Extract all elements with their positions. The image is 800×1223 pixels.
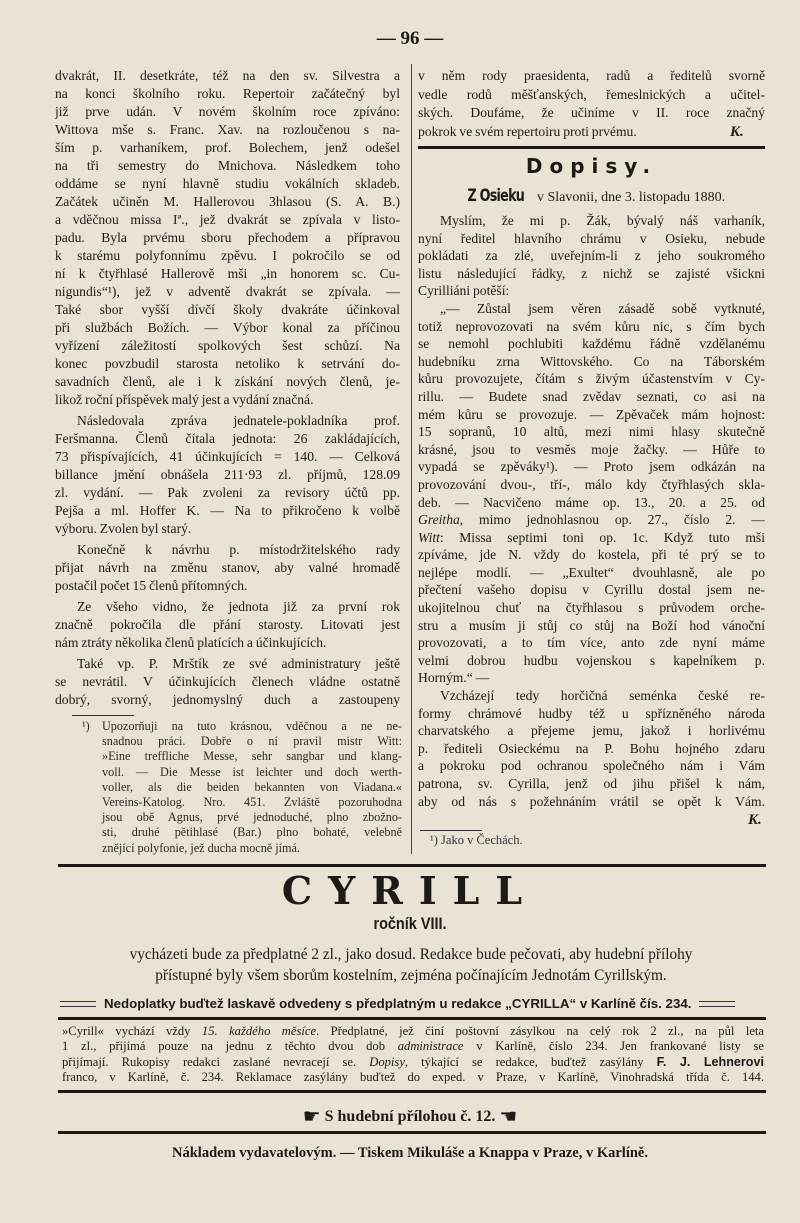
text-line: nyní ředitel hlavního chrámu v Osieku, nebude bbox=[418, 230, 765, 246]
paragraph bbox=[55, 67, 400, 409]
text-line: dobrý, svorný, jednomyslný duch a zastoupeny bbox=[55, 692, 400, 707]
text-line: konec povzbudil starosta netoliko k setrvání do- bbox=[55, 356, 400, 371]
text-line: savadních členů, ale i k získání nových členů, je- bbox=[55, 374, 400, 389]
page-rule bbox=[58, 1017, 766, 1020]
left-footnote bbox=[82, 719, 402, 856]
text-line: provozování dvou-, tří-, málo kdy čtyřhlasých skla- bbox=[418, 476, 765, 492]
text-line: aby od nás s požehnáním vrátil se opět k Vám. bbox=[418, 793, 765, 809]
text-line: postačil počet 15 členů přítomných. bbox=[55, 578, 248, 593]
text-line: se nevrátil. V účinkujících členech vládne ostatně bbox=[55, 674, 400, 689]
paragraph bbox=[418, 687, 765, 810]
footnote-line: Upozorňuji na tuto krásnou, vděčnou a ne ne- bbox=[102, 719, 402, 733]
text-line: Také sbor vyšší dívčí školy dvakráte účinkoval bbox=[55, 302, 400, 317]
text-line: nám ztráty několika členů platících a účinkujících. bbox=[55, 635, 327, 650]
text-line: billance jmění obnášela 211·93 zl. příjmů, 128.09 bbox=[55, 467, 400, 482]
text-line: výboru. Zvolen byl starý. bbox=[55, 521, 192, 536]
subscription-info bbox=[62, 1024, 764, 1086]
pointing-hand-left-icon: ☚ bbox=[499, 1104, 518, 1128]
text-line: Následovala zpráva jednatele-pokladníka prof. bbox=[77, 413, 400, 428]
text-line: 15 sopranů, 10 altů, mezi nimi hlasy skutečně bbox=[418, 424, 765, 440]
footnote-line: sti, druhé pětihlasé (Bar.) plno bohaté, velebně bbox=[102, 825, 402, 840]
text-segment: , týkající se redakce, buďtež zasýlány bbox=[404, 1054, 657, 1069]
text-line: provozovati, a to tím více, anto zde nyní máme bbox=[418, 635, 765, 651]
text-line: ším p. varhaníkem, prof. Bolechem, jenž odešel bbox=[55, 140, 400, 155]
dateline-rest: v Slavonii, dne 3. listopadu 1880. bbox=[533, 190, 726, 205]
text-line: Horným.“ — bbox=[418, 670, 490, 686]
text-line: a vděčnou missa Iª., jež dvakrát se zpívala v listo- bbox=[55, 212, 400, 227]
paragraph bbox=[55, 541, 400, 595]
text-line: dvakrát, II. desetkráte, též na den sv. Silvestra a bbox=[55, 68, 400, 83]
page-rule bbox=[58, 1131, 766, 1134]
text-line: pokrok ve svém repertoiru proti prvému. bbox=[418, 123, 637, 139]
text-line: rillu. — Budete snad zvědav seznati, co asi na bbox=[418, 388, 765, 404]
footnote-rule bbox=[72, 715, 134, 716]
text-line: a pokroku pod ochranou společného nám i Vám bbox=[418, 758, 765, 774]
text-line: listu následující řádky, z nichž se zajisté všickni bbox=[418, 265, 765, 281]
paragraph bbox=[418, 212, 765, 300]
italic-text: administrace bbox=[397, 1039, 464, 1054]
text-line: Cyrilliáni potěší: bbox=[418, 283, 510, 299]
text-line: likož roční příspěvek malý jest a vydání značná. bbox=[55, 392, 314, 407]
announcement-line: vycházeti bude za předplatné 2 zl., jako dosud. Redakce bude pečovati, aby hudební přílohy bbox=[129, 946, 693, 963]
footnote-line: snadnou práci. Dobře o ní pravil mistr Witt: bbox=[102, 734, 402, 749]
author-signature: K. bbox=[730, 124, 744, 140]
footnote-marker: ¹) bbox=[82, 719, 90, 733]
footnote-line: voll. — Die Messe ist leichter und doch werth- bbox=[102, 764, 402, 779]
arrears-text: Nedoplatky buďtež laskavě odvedeny s předplatným u redakce „CYRILLA“ v Karlíně čís. 234. bbox=[104, 996, 692, 1011]
text-segment: »Cyrill« vychází vždy bbox=[62, 1024, 202, 1038]
text-segment: 1 zl., přijímá pouze na jednu z těchto dvou dob bbox=[62, 1039, 398, 1054]
text-segment: přijímají. Rukopisy redakci zaslané nevracejí se. bbox=[62, 1054, 370, 1069]
footnote-line: voller, als die beiden bekannten von Viadana.« bbox=[102, 779, 402, 794]
pointing-hand-right-icon: ☛ bbox=[302, 1104, 321, 1128]
text-line: Vzcházejí tedy horčičná seménka české re- bbox=[440, 688, 765, 704]
page-rule bbox=[58, 864, 766, 867]
paragraph bbox=[418, 67, 765, 141]
right-footnote: ¹) Jako v Čechách. bbox=[430, 833, 523, 847]
text-line: p. řediteli Osieckému na P. Bohu hojného zdaru bbox=[418, 740, 765, 756]
text-line: krásné, jsou to vesměs moje žačky. — Hůře to bbox=[418, 441, 765, 457]
paragraph bbox=[55, 655, 400, 709]
text-line: na konci školního roku. Repertoir začátečný byl bbox=[55, 86, 400, 101]
text-line: padu. Byla prvému sboru přechodem a přípravou bbox=[55, 230, 400, 245]
text-line: Feršmanna. Členů čítala jednota: 26 zakládajících, bbox=[55, 431, 400, 446]
volume-label: ročník VIII. bbox=[373, 914, 447, 933]
text-line: ukojitelnou chuť na čtyřhlasou s průvodem orche- bbox=[418, 600, 765, 616]
dateline-place: Z Osieku bbox=[467, 186, 524, 206]
journal-title: CYRILL bbox=[281, 868, 539, 913]
right-column-top-text bbox=[418, 67, 765, 141]
footnote-line: jsou obě Agnus, prvé jednoduché, plno zbožno- bbox=[102, 810, 402, 825]
text-line: deb. — Nacvičeno máme op. 13., 20. a 25. od bbox=[418, 494, 765, 510]
text-line: Konečně k návrhu p. místodržitelského rady bbox=[77, 542, 400, 557]
music-supplement bbox=[0, 1105, 800, 1128]
text-line: již prve udán. V novém školním roce zpíváno: bbox=[55, 104, 400, 119]
text-line: charvatského a přejeme jemu, jakož i horlivému bbox=[418, 723, 765, 739]
supplement-text: S hudební přílohou č. 12. bbox=[324, 1108, 496, 1125]
info-line bbox=[62, 1055, 764, 1070]
arrears-notice bbox=[60, 995, 765, 1012]
text-line: ní k čtyřhlasé Hallerově mši „in honorem sc. Cu- bbox=[55, 266, 400, 281]
text-line: kůru provozujete, čítám s živým účastenstvím v Cy- bbox=[418, 371, 765, 387]
text-line: ských. Doufáme, že učiníme v II. roce značný bbox=[418, 105, 765, 121]
text-line: patrona, sv. Cyrilla, jenž od jihu přišel k nám, bbox=[418, 776, 765, 791]
page-rule bbox=[58, 1090, 766, 1093]
info-line bbox=[62, 1070, 764, 1085]
footnote-line: znějící polyfonie, jež ducha mocně jímá. bbox=[102, 840, 300, 855]
text-line: se nemohl pochlubiti každému řádně vzdělanému bbox=[418, 336, 765, 352]
text-line: oddáme se nyní hlavně studiu vokálních skladeb. bbox=[55, 176, 400, 191]
left-column-text bbox=[55, 67, 400, 709]
text-line: pokládati za zlé, uveřejním-li z jeho soukromého bbox=[418, 248, 765, 264]
section-heading: Dopisy. bbox=[525, 154, 658, 178]
text-line: v něm rody praesidenta, radů a ředitelů svorně bbox=[418, 68, 765, 83]
text-line: totiž neprovozovati na svém kůru nic, s čím bych bbox=[418, 318, 765, 334]
text-line: Začátek učiněn M. Hallerovou 3hlasou (S. A. B.) bbox=[55, 194, 400, 209]
paragraph bbox=[418, 300, 765, 687]
text-line: Také vp. P. Mrštík ze své administratury ještě bbox=[77, 656, 400, 671]
info-line bbox=[62, 1024, 764, 1039]
letter-signature: K. bbox=[748, 812, 762, 828]
text-line: formy chrámové hudby též u spřízněného národa bbox=[418, 705, 765, 721]
text-line: přijat návrh na změnu stanov, aby valné hromadě bbox=[55, 560, 400, 575]
text-line: Ze všeho vidno, že jednota již za první rok bbox=[77, 599, 400, 614]
text-line: k starému polyfonnímu zpěvu. I pokročilo se od bbox=[55, 248, 400, 263]
column-divider bbox=[411, 64, 412, 854]
text-segment: : Missa septimi toni op. 1c. Když tuto mši bbox=[439, 529, 765, 545]
footnote-rule bbox=[420, 830, 482, 831]
info-line bbox=[62, 1039, 764, 1054]
text-line: mém kůru se provozuje. — Zpěvaček mám hojnost: bbox=[418, 406, 765, 422]
paragraph bbox=[55, 412, 400, 538]
italic-text: Greitha bbox=[418, 512, 460, 528]
section-rule bbox=[418, 146, 765, 149]
text-line: na tři semestry do Mnichova. Následkem toho bbox=[55, 158, 400, 173]
page-number: — 96 — bbox=[376, 28, 444, 49]
text-line bbox=[418, 511, 765, 529]
text-line: hudebníku zrna Wittovského. Co na Táborském bbox=[418, 353, 765, 369]
text-line: Myslím, že mi p. Žák, bývalý náš varhaník, bbox=[440, 213, 765, 228]
letter-dateline bbox=[418, 185, 765, 209]
text-line: zl. vydání. — Pak zvoleni za revisory účtů pp. bbox=[55, 485, 400, 500]
text-line: Pejša a ml. Hoffer K. — Na to přikročeno k volbě bbox=[55, 503, 400, 518]
footnote-line: Vereins-Katolog. Nro. 451. Zvláště pozoruhodna bbox=[102, 794, 402, 809]
imprint: Nákladem vydavatelovým. — Tiskem Mikuláše a Knappa v Praze, v Karlíně. bbox=[172, 1145, 648, 1161]
italic-text: Dopisy bbox=[369, 1054, 405, 1069]
text-line: „— Zůstal jsem věren zásadě sobě vytknuté, bbox=[440, 300, 765, 316]
double-rule bbox=[60, 1001, 96, 1007]
text-line: nigundis“¹), jež v adventě dvakrát se zpívala. — bbox=[55, 284, 400, 299]
italic-text: 15. každého měsíce bbox=[201, 1024, 317, 1038]
text-line: Wittova mše s. Franc. Xav. na rozloučenou s na- bbox=[55, 122, 400, 137]
letter-text bbox=[418, 212, 765, 810]
text-segment: v Karlíně, číslo 234. Jen frankované listy se bbox=[463, 1039, 764, 1054]
text-line: vyřízení záležitostí spolkových šest schůzí. Na bbox=[55, 338, 400, 353]
paragraph bbox=[55, 598, 400, 652]
text-line: 73 přispívajících, 41 účinkujících = 140. — Celková bbox=[55, 449, 400, 464]
text-line: vypadá se zpěváky¹). — Proto jsem odkázán na bbox=[418, 459, 765, 475]
text-segment: franco, v Karlíně, č. 234. Reklamace zasýlány buďtež do exped. v Praze, v Karlíně, Vinohradská třída č. 144. bbox=[62, 1070, 764, 1085]
double-rule bbox=[699, 1001, 735, 1007]
text-line bbox=[418, 529, 765, 547]
text-line: značně pokročila dle přání starosty. Litovati jest bbox=[55, 617, 400, 632]
text-segment: F. J. Lehnerovi bbox=[656, 1054, 764, 1069]
text-line: nejlépe modlí. — „Exultet“ dvouhlasně, ale po bbox=[418, 564, 765, 580]
text-segment: . Předplatné, jež činí poštovní zásylkou na celý rok 2 zl., na půl leta bbox=[316, 1024, 764, 1038]
text-line: vedle rodů měšťanských, řemeslnických a učitel- bbox=[418, 86, 765, 102]
footnote-line: »Eine treffliche Messe, sehr sangbar und klang- bbox=[102, 749, 402, 764]
text-line: přečtení vašeho dopisu v Cyrillu dostal jsem ne- bbox=[418, 582, 765, 598]
text-line: velmi dobrou hudbu vojenskou s kapelníkem p. bbox=[418, 652, 765, 668]
text-line: zpíváme, jde N. vždy do kostela, při té prý se to bbox=[418, 547, 765, 563]
text-line: při službách Božích. — Výbor konal za příčinou bbox=[55, 320, 400, 335]
announcement-line: přístupné byly všem sborům kostelním, zejména počínajícím Jednotám Cyrillským. bbox=[155, 967, 667, 984]
text-line: stru a musím ji stůj co stůj na Boží hod vánoční bbox=[418, 617, 765, 633]
italic-text: Witt bbox=[418, 529, 440, 545]
text-segment: , mimo jednohlasnou op. 27., číslo 2. — bbox=[459, 512, 765, 528]
